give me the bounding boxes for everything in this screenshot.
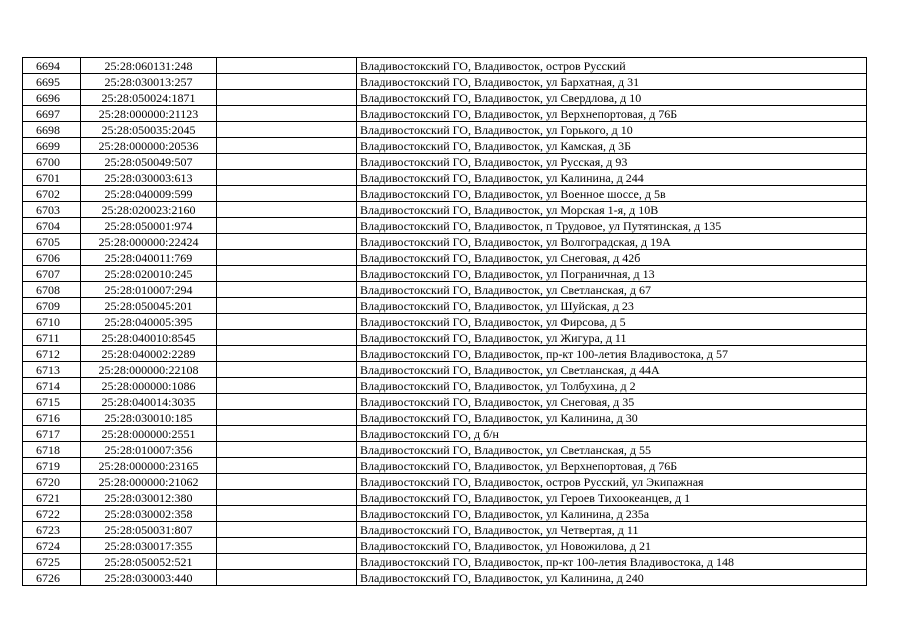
empty-cell (217, 90, 357, 106)
cadastral-number-cell: 25:28:000000:20536 (81, 138, 217, 154)
cadastral-number-cell: 25:28:000000:22424 (81, 234, 217, 250)
cadastral-number-cell: 25:28:030017:355 (81, 538, 217, 554)
empty-cell (217, 314, 357, 330)
address-cell: Владивостокский ГО, Владивосток, ул Четвертая, д 11 (357, 522, 867, 538)
empty-cell (217, 138, 357, 154)
address-cell: Владивостокский ГО, Владивосток, ул Снеговая, д 35 (357, 394, 867, 410)
table-row (23, 58, 867, 74)
table-row (23, 394, 867, 410)
table-row (23, 122, 867, 138)
cadastral-number-cell: 25:28:040009:599 (81, 186, 217, 202)
empty-cell (217, 538, 357, 554)
cadastral-number-cell: 25:28:000000:22108 (81, 362, 217, 378)
address-cell: Владивостокский ГО, Владивосток, ул Толбухина, д 2 (357, 378, 867, 394)
empty-cell (217, 490, 357, 506)
cadastral-number-cell: 25:28:040011:769 (81, 250, 217, 266)
cadastral-number-cell: 25:28:040010:8545 (81, 330, 217, 346)
table-row (23, 554, 867, 570)
row-number-cell: 6705 (23, 234, 81, 250)
table-row (23, 346, 867, 362)
row-number-cell: 6722 (23, 506, 81, 522)
empty-cell (217, 474, 357, 490)
table-row (23, 378, 867, 394)
empty-cell (217, 298, 357, 314)
address-cell: Владивостокский ГО, д б/н (357, 426, 867, 442)
table-row (23, 218, 867, 234)
empty-cell (217, 410, 357, 426)
row-number-cell: 6706 (23, 250, 81, 266)
table-row (23, 106, 867, 122)
cadastral-number-cell: 25:28:000000:23165 (81, 458, 217, 474)
address-cell: Владивостокский ГО, Владивосток, ул Бархатная, д 31 (357, 74, 867, 90)
empty-cell (217, 202, 357, 218)
table-row (23, 458, 867, 474)
empty-cell (217, 266, 357, 282)
row-number-cell: 6702 (23, 186, 81, 202)
address-cell: Владивостокский ГО, Владивосток, ул Шуйская, д 23 (357, 298, 867, 314)
row-number-cell: 6709 (23, 298, 81, 314)
address-cell: Владивостокский ГО, Владивосток, ул Камская, д 3Б (357, 138, 867, 154)
table-row (23, 538, 867, 554)
cadastral-number-cell: 25:28:040005:395 (81, 314, 217, 330)
cadastral-number-cell: 25:28:040014:3035 (81, 394, 217, 410)
empty-cell (217, 362, 357, 378)
table-row (23, 250, 867, 266)
row-number-cell: 6710 (23, 314, 81, 330)
address-cell: Владивостокский ГО, Владивосток, ул Морская 1-я, д 10В (357, 202, 867, 218)
row-number-cell: 6715 (23, 394, 81, 410)
cadastral-number-cell: 25:28:030003:613 (81, 170, 217, 186)
empty-cell (217, 330, 357, 346)
cadastral-number-cell: 25:28:050001:974 (81, 218, 217, 234)
empty-cell (217, 282, 357, 298)
empty-cell (217, 442, 357, 458)
row-number-cell: 6707 (23, 266, 81, 282)
row-number-cell: 6714 (23, 378, 81, 394)
row-number-cell: 6721 (23, 490, 81, 506)
row-number-cell: 6697 (23, 106, 81, 122)
empty-cell (217, 234, 357, 250)
row-number-cell: 6711 (23, 330, 81, 346)
row-number-cell: 6704 (23, 218, 81, 234)
table-row (23, 314, 867, 330)
cadastral-number-cell: 25:28:030012:380 (81, 490, 217, 506)
cadastral-number-cell: 25:28:030010:185 (81, 410, 217, 426)
address-cell: Владивостокский ГО, Владивосток, ул Светланская, д 44А (357, 362, 867, 378)
table-row (23, 90, 867, 106)
empty-cell (217, 170, 357, 186)
row-number-cell: 6708 (23, 282, 81, 298)
cadastral-number-cell: 25:28:000000:1086 (81, 378, 217, 394)
row-number-cell: 6725 (23, 554, 81, 570)
empty-cell (217, 522, 357, 538)
row-number-cell: 6713 (23, 362, 81, 378)
property-table (22, 57, 867, 586)
address-cell: Владивостокский ГО, Владивосток, ул Пограничная, д 13 (357, 266, 867, 282)
cadastral-number-cell: 25:28:050031:807 (81, 522, 217, 538)
address-cell: Владивостокский ГО, Владивосток, ул Светланская, д 67 (357, 282, 867, 298)
row-number-cell: 6696 (23, 90, 81, 106)
empty-cell (217, 122, 357, 138)
cadastral-number-cell: 25:28:000000:21062 (81, 474, 217, 490)
table-row (23, 186, 867, 202)
table-row (23, 330, 867, 346)
address-cell: Владивостокский ГО, Владивосток, ул Русская, д 93 (357, 154, 867, 170)
cadastral-number-cell: 25:28:030013:257 (81, 74, 217, 90)
table-row (23, 234, 867, 250)
row-number-cell: 6719 (23, 458, 81, 474)
address-cell: Владивостокский ГО, Владивосток, ул Верхнепортовая, д 76Б (357, 458, 867, 474)
table-row (23, 74, 867, 90)
row-number-cell: 6717 (23, 426, 81, 442)
row-number-cell: 6699 (23, 138, 81, 154)
empty-cell (217, 250, 357, 266)
table-row (23, 266, 867, 282)
cadastral-number-cell: 25:28:050024:1871 (81, 90, 217, 106)
address-cell: Владивостокский ГО, Владивосток, пр-кт 100-летия Владивостока, д 57 (357, 346, 867, 362)
table-row (23, 570, 867, 586)
address-cell: Владивостокский ГО, Владивосток, п Трудовое, ул Путятинская, д 135 (357, 218, 867, 234)
row-number-cell: 6726 (23, 570, 81, 586)
cadastral-number-cell: 25:28:030003:440 (81, 570, 217, 586)
cadastral-number-cell: 25:28:000000:2551 (81, 426, 217, 442)
empty-cell (217, 154, 357, 170)
empty-cell (217, 346, 357, 362)
table-row (23, 362, 867, 378)
address-cell: Владивостокский ГО, Владивосток, ул Героев Тихоокеанцев, д 1 (357, 490, 867, 506)
row-number-cell: 6701 (23, 170, 81, 186)
cadastral-number-cell: 25:28:050052:521 (81, 554, 217, 570)
address-cell: Владивостокский ГО, Владивосток, ул Горького, д 10 (357, 122, 867, 138)
cadastral-number-cell: 25:28:050035:2045 (81, 122, 217, 138)
row-number-cell: 6720 (23, 474, 81, 490)
table-row (23, 202, 867, 218)
empty-cell (217, 378, 357, 394)
row-number-cell: 6703 (23, 202, 81, 218)
address-cell: Владивостокский ГО, Владивосток, ул Калинина, д 30 (357, 410, 867, 426)
address-cell: Владивостокский ГО, Владивосток, остров Русский, ул Экипажная (357, 474, 867, 490)
empty-cell (217, 426, 357, 442)
address-cell: Владивостокский ГО, Владивосток, ул Жигура, д 11 (357, 330, 867, 346)
cadastral-number-cell: 25:28:030002:358 (81, 506, 217, 522)
cadastral-number-cell: 25:28:020023:2160 (81, 202, 217, 218)
address-cell: Владивостокский ГО, Владивосток, ул Калинина, д 240 (357, 570, 867, 586)
address-cell: Владивостокский ГО, Владивосток, ул Военное шоссе, д 5в (357, 186, 867, 202)
empty-cell (217, 506, 357, 522)
row-number-cell: 6718 (23, 442, 81, 458)
row-number-cell: 6698 (23, 122, 81, 138)
empty-cell (217, 554, 357, 570)
empty-cell (217, 106, 357, 122)
row-number-cell: 6695 (23, 74, 81, 90)
empty-cell (217, 394, 357, 410)
cadastral-number-cell: 25:28:040002:2289 (81, 346, 217, 362)
cadastral-number-cell: 25:28:010007:294 (81, 282, 217, 298)
address-cell: Владивостокский ГО, Владивосток, ул Верхнепортовая, д 76Б (357, 106, 867, 122)
cadastral-number-cell: 25:28:000000:21123 (81, 106, 217, 122)
cadastral-number-cell: 25:28:060131:248 (81, 58, 217, 74)
cadastral-number-cell: 25:28:010007:356 (81, 442, 217, 458)
table-row (23, 426, 867, 442)
table-row (23, 298, 867, 314)
address-cell: Владивостокский ГО, Владивосток, остров Русский (357, 58, 867, 74)
table-row (23, 282, 867, 298)
cadastral-number-cell: 25:28:050049:507 (81, 154, 217, 170)
address-cell: Владивостокский ГО, Владивосток, пр-кт 100-летия Владивостока, д 148 (357, 554, 867, 570)
address-cell: Владивостокский ГО, Владивосток, ул Волгоградская, д 19А (357, 234, 867, 250)
address-cell: Владивостокский ГО, Владивосток, ул Свердлова, д 10 (357, 90, 867, 106)
empty-cell (217, 58, 357, 74)
table-row (23, 170, 867, 186)
table-body (23, 58, 867, 586)
table-row (23, 522, 867, 538)
cadastral-number-cell: 25:28:050045:201 (81, 298, 217, 314)
row-number-cell: 6700 (23, 154, 81, 170)
address-cell: Владивостокский ГО, Владивосток, ул Калинина, д 244 (357, 170, 867, 186)
empty-cell (217, 218, 357, 234)
table-row (23, 410, 867, 426)
row-number-cell: 6694 (23, 58, 81, 74)
table-row (23, 442, 867, 458)
cadastral-number-cell: 25:28:020010:245 (81, 266, 217, 282)
table-row (23, 474, 867, 490)
row-number-cell: 6712 (23, 346, 81, 362)
address-cell: Владивостокский ГО, Владивосток, ул Фирсова, д 5 (357, 314, 867, 330)
table-row (23, 506, 867, 522)
empty-cell (217, 186, 357, 202)
table-row (23, 490, 867, 506)
row-number-cell: 6724 (23, 538, 81, 554)
empty-cell (217, 74, 357, 90)
row-number-cell: 6716 (23, 410, 81, 426)
empty-cell (217, 570, 357, 586)
address-cell: Владивостокский ГО, Владивосток, ул Светланская, д 55 (357, 442, 867, 458)
table-row (23, 154, 867, 170)
address-cell: Владивостокский ГО, Владивосток, ул Снеговая, д 42б (357, 250, 867, 266)
row-number-cell: 6723 (23, 522, 81, 538)
table-row (23, 138, 867, 154)
empty-cell (217, 458, 357, 474)
address-cell: Владивостокский ГО, Владивосток, ул Калинина, д 235а (357, 506, 867, 522)
address-cell: Владивостокский ГО, Владивосток, ул Новожилова, д 21 (357, 538, 867, 554)
